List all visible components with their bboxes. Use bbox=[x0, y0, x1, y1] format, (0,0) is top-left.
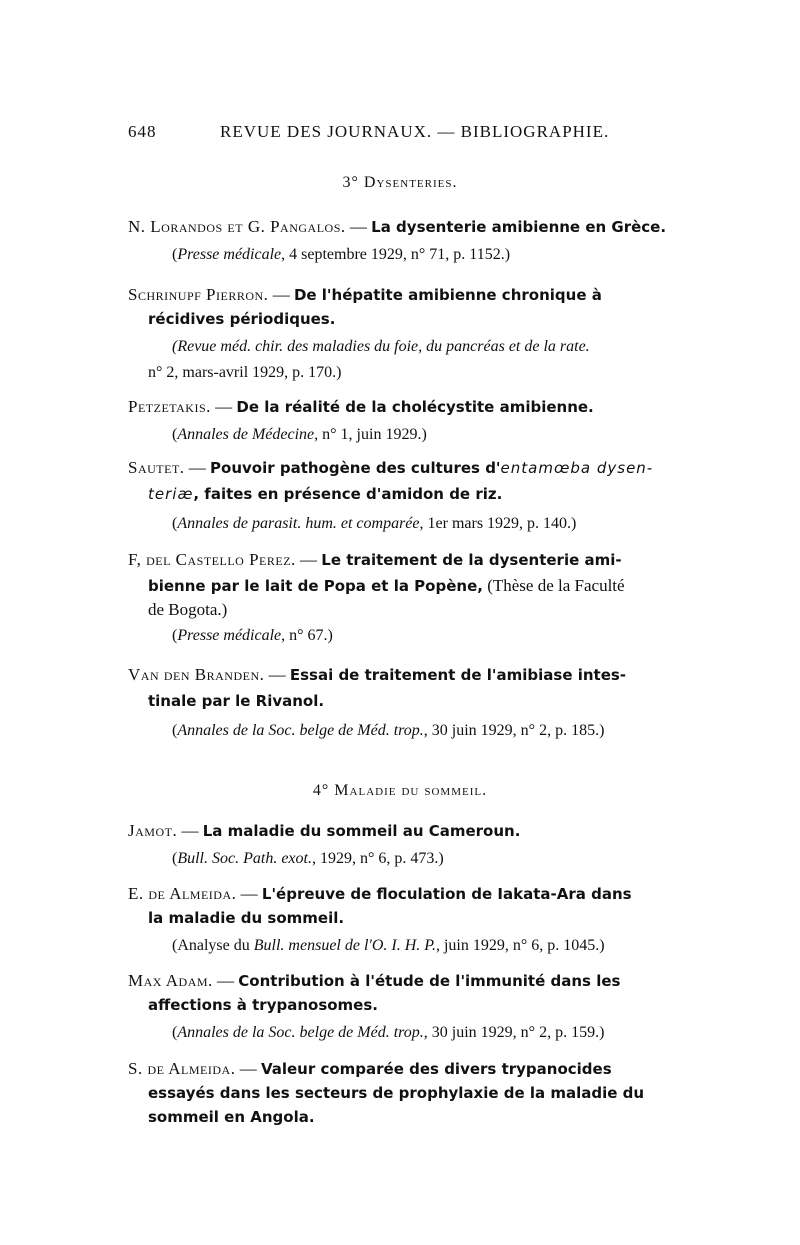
entry-dash: — bbox=[212, 971, 239, 990]
entry-dash: — bbox=[345, 217, 372, 236]
entry-title-continued: sommeil en Angola. bbox=[148, 1108, 315, 1126]
entry-author: Schrinupf Pierron. bbox=[128, 285, 269, 304]
entry-author: Van den Branden. bbox=[128, 665, 265, 684]
entry-ref-open: ( bbox=[172, 246, 178, 263]
entry-ref-open: (Analyse du bbox=[172, 937, 254, 954]
entry-title: Essai de traitement de l'amibiase intes- bbox=[289, 666, 627, 684]
entry-dash: — bbox=[177, 821, 203, 840]
entry-dash: — bbox=[295, 550, 322, 569]
entry-author: S. de Almeida. bbox=[128, 1059, 236, 1078]
entry-title: La dysenterie amibienne en Grèce. bbox=[371, 218, 667, 236]
entry-journal: Presse médicale bbox=[177, 627, 282, 644]
entry-ref-rest: , 30 juin 1929, n° 2, p. 185.) bbox=[423, 722, 605, 739]
entry-title-continued: bienne par le lait de Popa et la Popène, bbox=[148, 577, 483, 595]
entry-author: N. Lorandos et G. Pangalos. bbox=[128, 217, 346, 236]
entry-author: Sautet. bbox=[128, 458, 185, 477]
entry-title: Le traitement de la dysenterie ami- bbox=[321, 551, 622, 569]
entry-title-continued: récidives périodiques. bbox=[148, 310, 336, 328]
section-heading-dysenteries: 3° Dysenteries. bbox=[342, 174, 458, 191]
entry-ref-rest: , 1er mars 1929, p. 140.) bbox=[419, 515, 577, 532]
entry-journal: Annales de la Soc. belge de Méd. trop. bbox=[177, 1024, 424, 1041]
entry-journal: Annales de Médecine bbox=[177, 426, 315, 443]
entry-ref-rest: , 4 septembre 1929, n° 71, p. 1152.) bbox=[281, 246, 511, 263]
entry-ref-rest: , n° 67.) bbox=[281, 627, 333, 644]
entry-title: Contribution à l'étude de l'immunité dans les bbox=[238, 972, 621, 990]
entry-author: Jamot. bbox=[128, 821, 178, 840]
entry-dash: — bbox=[210, 397, 237, 416]
entry-species-name-continued: teriæ bbox=[148, 485, 194, 503]
entry-species-name: entamœba dysen- bbox=[500, 459, 654, 477]
entry-title: La maladie du sommeil au Cameroun. bbox=[202, 822, 521, 840]
entry-journal: Bull. Soc. Path. exot. bbox=[177, 850, 312, 867]
entry-ref-open: ( bbox=[172, 1024, 178, 1041]
entry-ref-open: ( bbox=[172, 850, 178, 867]
running-head: REVUE DES JOURNAUX. — BIBLIOGRAPHIE. bbox=[220, 122, 610, 141]
entry-title-continued: tinale par le Rivanol. bbox=[148, 692, 325, 710]
entry-ref-rest: , n° 1, juin 1929.) bbox=[314, 426, 427, 443]
entry-ref-open: ( bbox=[172, 722, 178, 739]
entry-title: Valeur comparée des divers trypanocides bbox=[260, 1060, 612, 1078]
entry-title: Pouvoir pathogène des cultures d' bbox=[210, 459, 501, 477]
section-heading-sleeping-sickness: 4° Maladie du sommeil. bbox=[312, 782, 488, 799]
entry-author: F, del Castello Perez. bbox=[128, 550, 296, 569]
entry-dash: — bbox=[268, 285, 294, 304]
entry-title: De la réalité de la cholécystite amibienne. bbox=[236, 398, 594, 416]
entry-ref-rest: , 1929, n° 6, p. 473.) bbox=[311, 850, 444, 867]
entry-journal: Presse médicale bbox=[177, 246, 282, 263]
entry-ref-rest: , 30 juin 1929, n° 2, p. 159.) bbox=[423, 1024, 605, 1041]
page-number: 648 bbox=[128, 122, 157, 141]
entry-author: Max Adam. bbox=[128, 971, 213, 990]
entry-title: L'épreuve de floculation de Iakata-Ara dans bbox=[261, 885, 632, 903]
entry-thesis-continued: de Bogota.) bbox=[148, 600, 228, 619]
entry-dash: — bbox=[235, 1059, 261, 1078]
entry-author: E. de Almeida. bbox=[128, 884, 237, 903]
entry-ref-rest: n° 2, mars-avril 1929, p. 170.) bbox=[148, 364, 342, 381]
page-header bbox=[128, 122, 688, 146]
entry-ref-open: ( bbox=[172, 426, 178, 443]
entry-ref-open: ( bbox=[172, 515, 178, 532]
entry-dash: — bbox=[236, 884, 262, 903]
entry-author: Petzetakis. bbox=[128, 397, 211, 416]
entry-title: De l'hépatite amibienne chronique à bbox=[293, 286, 602, 304]
entry-title-continued: essayés dans les secteurs de prophylaxie de la maladie du bbox=[148, 1084, 645, 1102]
entry-journal: Annales de parasit. hum. et comparée bbox=[177, 515, 420, 532]
entry-title-continued: la maladie du sommeil. bbox=[148, 909, 345, 927]
entry-journal: Bull. mensuel de l'O. I. H. P. bbox=[253, 937, 436, 954]
entry-journal: Annales de la Soc. belge de Méd. trop. bbox=[177, 722, 424, 739]
entry-ref-open: ( bbox=[172, 627, 178, 644]
entry-title-continued: affections à trypanosomes. bbox=[148, 996, 378, 1014]
entry-dash: — bbox=[264, 665, 290, 684]
entry-title-continued: , faites en présence d'amidon de riz. bbox=[193, 485, 503, 503]
entry-ref-rest: , juin 1929, n° 6, p. 1045.) bbox=[435, 937, 605, 954]
entry-thesis: (Thèse de la Faculté bbox=[482, 576, 625, 595]
entry-journal: (Revue méd. chir. des maladies du foie, du pancréas et de la rate. bbox=[172, 338, 590, 355]
entry-dash: — bbox=[184, 458, 211, 477]
